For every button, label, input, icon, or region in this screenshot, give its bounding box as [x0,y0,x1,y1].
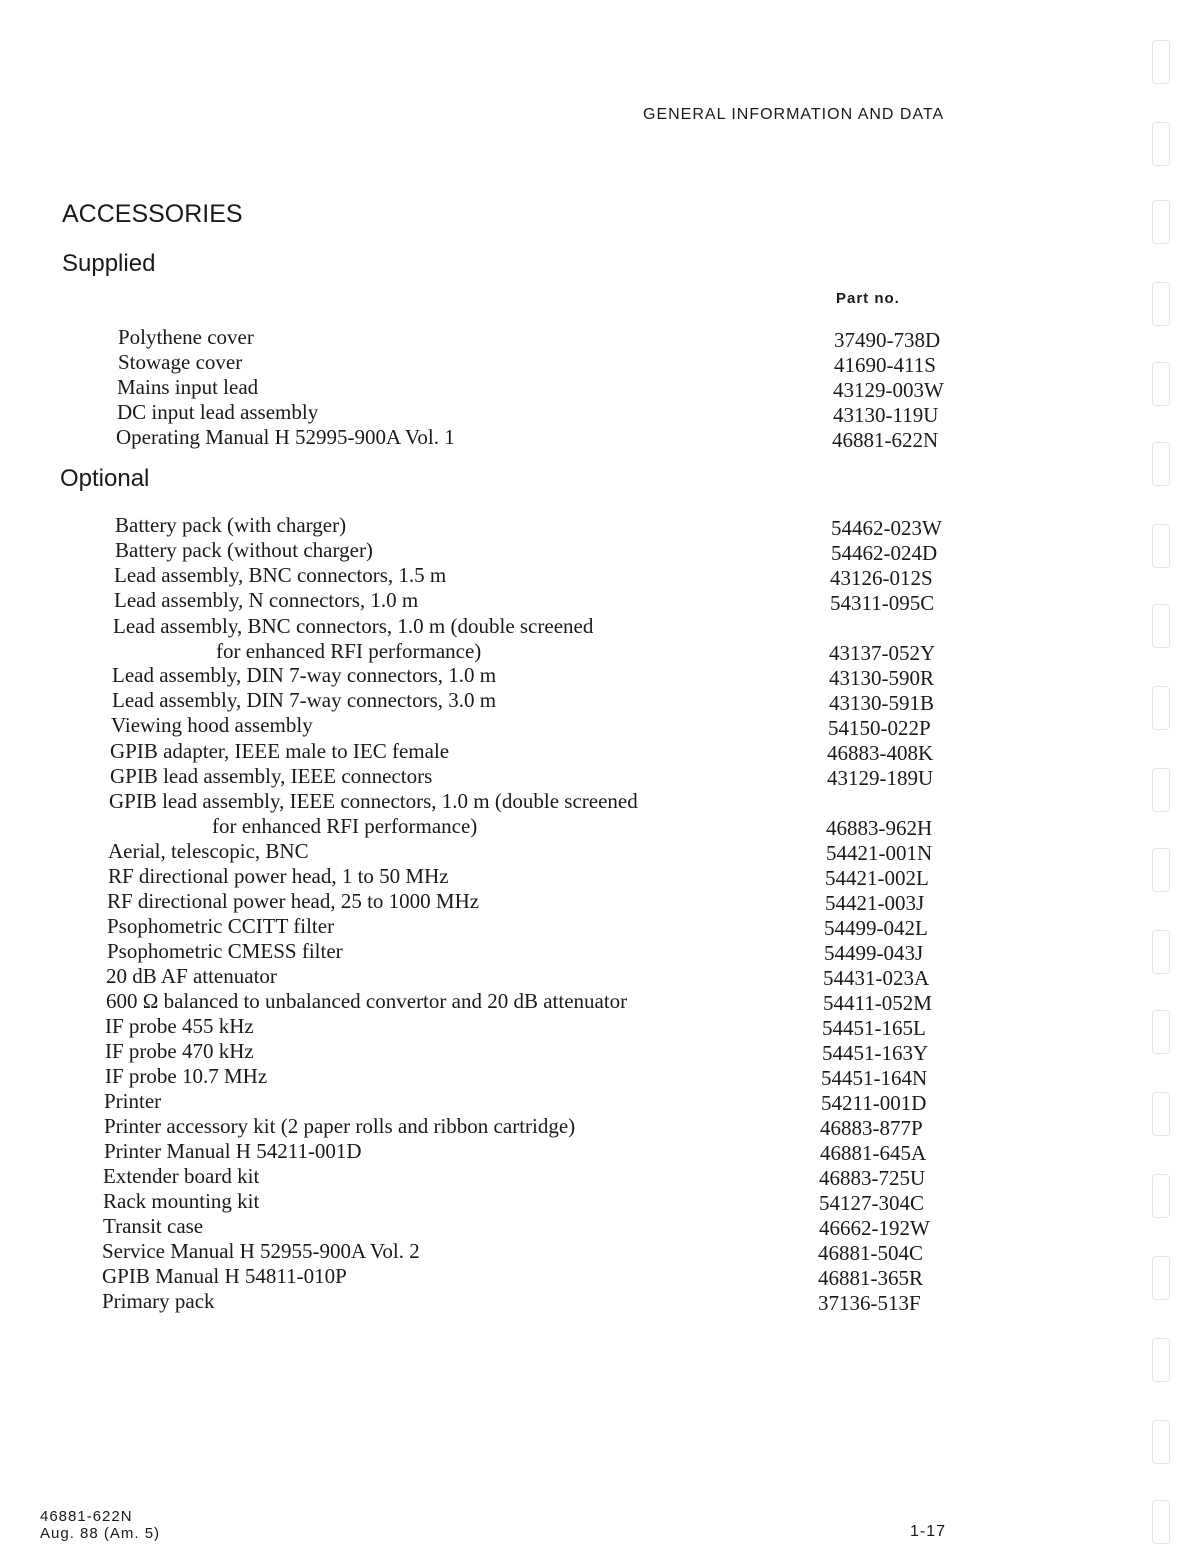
running-header: GENERAL INFORMATION AND DATA [643,106,945,123]
list-item: Mains input lead [117,375,259,399]
list-item: RF directional power head, 1 to 50 MHz [108,864,449,888]
list-item: Printer Manual H 54211-001D [104,1139,362,1163]
part-number: 37136-513F [818,1291,921,1315]
part-number: 54451-165L [822,1016,926,1040]
list-item: GPIB adapter, IEEE male to IEC female [110,739,450,763]
part-number: 43137-052Y [829,641,936,665]
list-item: 600 Ω balanced to unbalanced convertor and 20 dB attenuator [106,989,628,1013]
part-number: 43129-189U [827,766,934,790]
supplied-heading: Supplied [62,250,156,277]
part-number: 54411-052M [823,991,932,1015]
list-item: GPIB lead assembly, IEEE connectors [110,764,433,788]
list-item-continuation: for enhanced RFI performance) [212,814,478,838]
part-number: 46881-645A [820,1141,927,1165]
part-number: 43130-590R [829,666,934,690]
part-number: 37490-738D [834,328,941,352]
list-item: Lead assembly, BNC connectors, 1.0 m (double screened [113,614,594,638]
list-item: Primary pack [102,1289,215,1313]
part-number: 43129-003W [833,378,944,402]
part-number: 54150-022P [828,716,931,740]
part-number: 54451-163Y [822,1041,929,1065]
list-item: Stowage cover [118,350,243,374]
part-number: 54311-095C [830,591,935,615]
part-number: 54431-023A [823,966,930,990]
list-item: Psophometric CMESS filter [107,939,343,963]
list-item-continuation: for enhanced RFI performance) [216,639,482,663]
list-item: Psophometric CCITT filter [107,914,335,938]
list-item: Extender board kit [103,1164,260,1188]
list-item: Printer accessory kit (2 paper rolls and ribbon cartridge) [104,1114,576,1138]
part-number: 46883-408K [827,741,934,765]
part-number: 54211-001D [821,1091,927,1115]
part-number: 54451-164N [821,1066,928,1090]
list-item: Viewing hood assembly [111,713,313,737]
part-number: 46883-962H [826,816,933,840]
list-item: Lead assembly, N connectors, 1.0 m [114,588,419,612]
optional-heading: Optional [60,465,150,492]
part-number: 54462-023W [831,516,942,540]
list-item: IF probe 10.7 MHz [105,1064,268,1088]
part-number: 54421-002L [825,866,929,890]
list-item: Rack mounting kit [103,1189,260,1213]
list-item: Polythene cover [118,325,254,349]
part-number: 54421-001N [826,841,933,865]
footer-doc-number: 46881-622N [40,1508,133,1525]
list-item: GPIB lead assembly, IEEE connectors, 1.0 m (double screened [109,789,638,813]
list-item: IF probe 455 kHz [105,1014,254,1038]
part-number: 46662-192W [819,1216,930,1240]
page-title: ACCESSORIES [62,200,243,228]
list-item: Lead assembly, DIN 7-way connectors, 3.0 m [112,688,497,712]
list-item: Aerial, telescopic, BNC [108,839,309,863]
page-number: 1-17 [910,1523,947,1540]
list-item: GPIB Manual H 54811-010P [102,1264,347,1288]
part-no-column-header: Part no. [836,290,900,307]
part-number: 54499-042L [824,916,928,940]
list-item: IF probe 470 kHz [105,1039,254,1063]
footer-date: Aug. 88 (Am. 5) [40,1525,161,1542]
part-number: 43130-591B [829,691,934,715]
part-number: 54421-003J [825,891,925,915]
part-number: 54499-043J [824,941,924,965]
list-item: Battery pack (without charger) [115,538,373,562]
part-number: 46881-365R [818,1266,923,1290]
list-item: Service Manual H 52955-900A Vol. 2 [102,1239,420,1263]
part-number: 54462-024D [831,541,938,565]
footer-doc-info [40,1508,160,1542]
list-item: Lead assembly, BNC connectors, 1.5 m [114,563,447,587]
list-item: RF directional power head, 25 to 1000 MHz [107,889,480,913]
part-number: 46883-725U [819,1166,926,1190]
part-number: 46881-504C [818,1241,923,1265]
list-item: Lead assembly, DIN 7-way connectors, 1.0 m [112,663,497,687]
part-number: 43126-012S [830,566,933,590]
part-number: 41690-411S [834,353,936,377]
list-item: Printer [104,1089,162,1113]
list-item: Operating Manual H 52995-900A Vol. 1 [116,425,455,449]
list-item: Transit case [103,1214,204,1238]
part-number: 46883-877P [820,1116,923,1140]
list-item: DC input lead assembly [117,400,319,424]
list-item: 20 dB AF attenuator [106,964,277,988]
part-number: 54127-304C [819,1191,924,1215]
part-number: 43130-119U [833,403,939,427]
part-number: 46881-622N [832,428,939,452]
list-item: Battery pack (with charger) [115,513,347,537]
